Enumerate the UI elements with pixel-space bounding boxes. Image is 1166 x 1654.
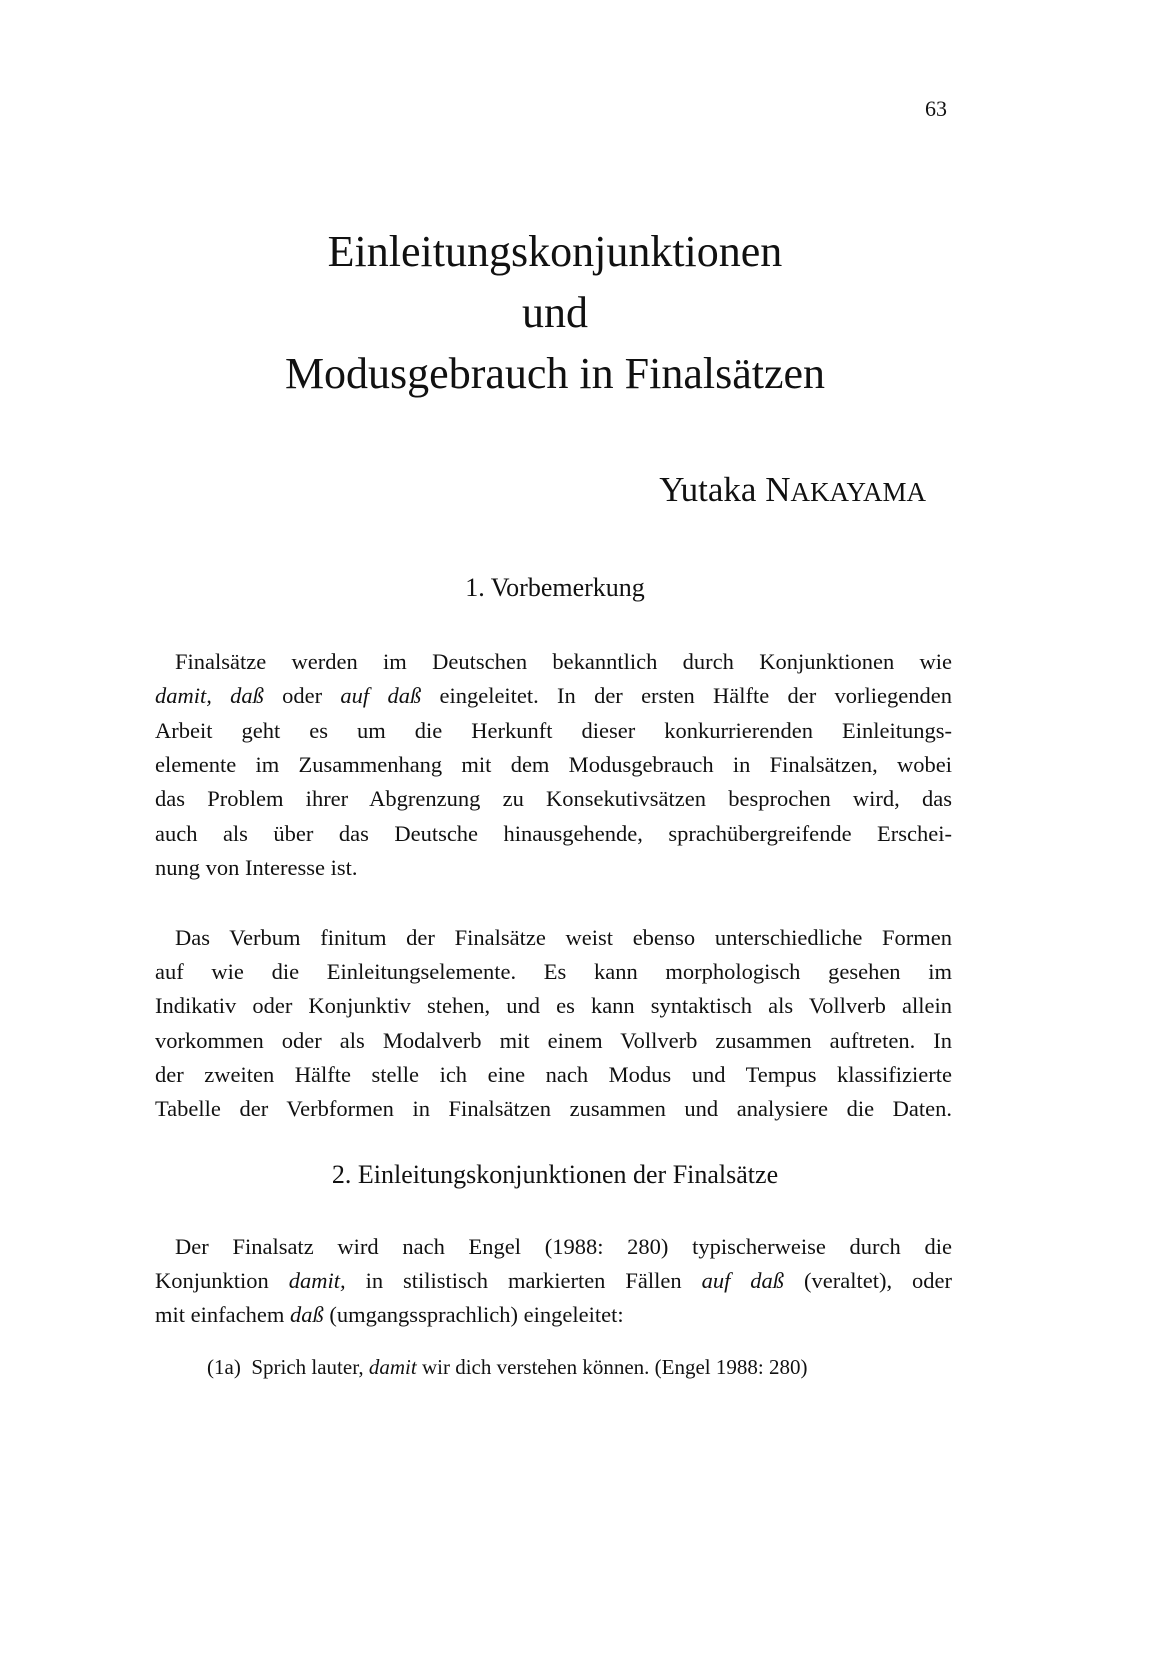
text-line: der zweiten Hälfte stelle ich eine nach Modus und Tempus klassifizierte xyxy=(155,1062,952,1087)
page-number: 63 xyxy=(925,96,947,121)
text-line: Indikativ oder Konjunktiv stehen, und es kann syntaktisch als Vollverb allein xyxy=(155,993,952,1018)
text: Sprich lauter, xyxy=(251,1355,369,1379)
title-line-1: Einleitungskonjunktionen xyxy=(327,227,783,276)
text: oder xyxy=(263,683,341,708)
text-line: Arbeit geht es um die Herkunft dieser konkurrierenden Einleitungs- xyxy=(155,718,952,743)
text-line: Der Finalsatz wird nach Engel (1988: 280) typischerweise durch die xyxy=(175,1234,952,1259)
text-line: Finalsätze werden im Deutschen bekanntlich durch Konjunktionen wie xyxy=(175,649,952,674)
text-line: das Problem ihrer Abgrenzung zu Konsekutivsätzen besprochen wird, das xyxy=(155,786,952,811)
example-label: (1a) xyxy=(207,1355,241,1379)
italic-term: daß xyxy=(289,1302,324,1327)
text: Konjunktion xyxy=(155,1268,289,1293)
section-2-heading: 2. Einleitungskonjunktionen der Finalsätze xyxy=(331,1160,779,1189)
italic-term: damit, daß xyxy=(155,683,264,708)
author-last-initial: N xyxy=(765,470,791,509)
text: eingeleitet. In der ersten Hälfte der vorliegenden xyxy=(421,683,952,708)
text: mit einfachem xyxy=(155,1302,290,1327)
text-line: elemente im Zusammenhang mit dem Modusgebrauch in Finalsätzen, wobei xyxy=(155,752,952,777)
text-line xyxy=(155,1300,952,1330)
italic-term: auf daß xyxy=(340,683,422,708)
title-line-2: und xyxy=(522,288,588,337)
text: (umgangssprachlich) eingeleitet: xyxy=(323,1302,624,1327)
text-line: Das Verbum finitum der Finalsätze weist ebenso unterschiedliche Formen xyxy=(175,925,952,950)
text: (veraltet), oder xyxy=(784,1268,952,1293)
text-line: auch als über das Deutsche hinausgehende, sprachübergreifende Erschei- xyxy=(155,821,952,846)
section-1-heading: 1. Vorbemerkung xyxy=(465,573,645,602)
example-1a xyxy=(207,1352,807,1382)
text: wir dich verstehen können. (Engel 1988: 280) xyxy=(416,1355,808,1379)
italic-term: damit, xyxy=(288,1268,346,1293)
author-first: Yutaka xyxy=(659,470,766,509)
text-line: auf wie die Einleitungselemente. Es kann morphologisch gesehen im xyxy=(155,959,952,984)
text: in stilistisch markierten Fällen xyxy=(345,1268,702,1293)
text-line: vorkommen oder als Modalverb mit einem Vollverb zusammen auftreten. In xyxy=(155,1028,952,1053)
italic-term: damit xyxy=(368,1355,417,1379)
title-line-3: Modusgebrauch in Finalsätzen xyxy=(284,349,826,398)
italic-term: auf daß xyxy=(701,1268,785,1293)
author xyxy=(659,470,926,510)
author-last-rest: AKAYAMA xyxy=(790,477,926,507)
text-line xyxy=(155,1266,952,1296)
text-line: nung von Interesse ist. xyxy=(155,855,358,880)
text-line xyxy=(155,681,952,711)
text-line: Tabelle der Verbformen in Finalsätzen zusammen und analysiere die Daten. xyxy=(155,1096,952,1121)
